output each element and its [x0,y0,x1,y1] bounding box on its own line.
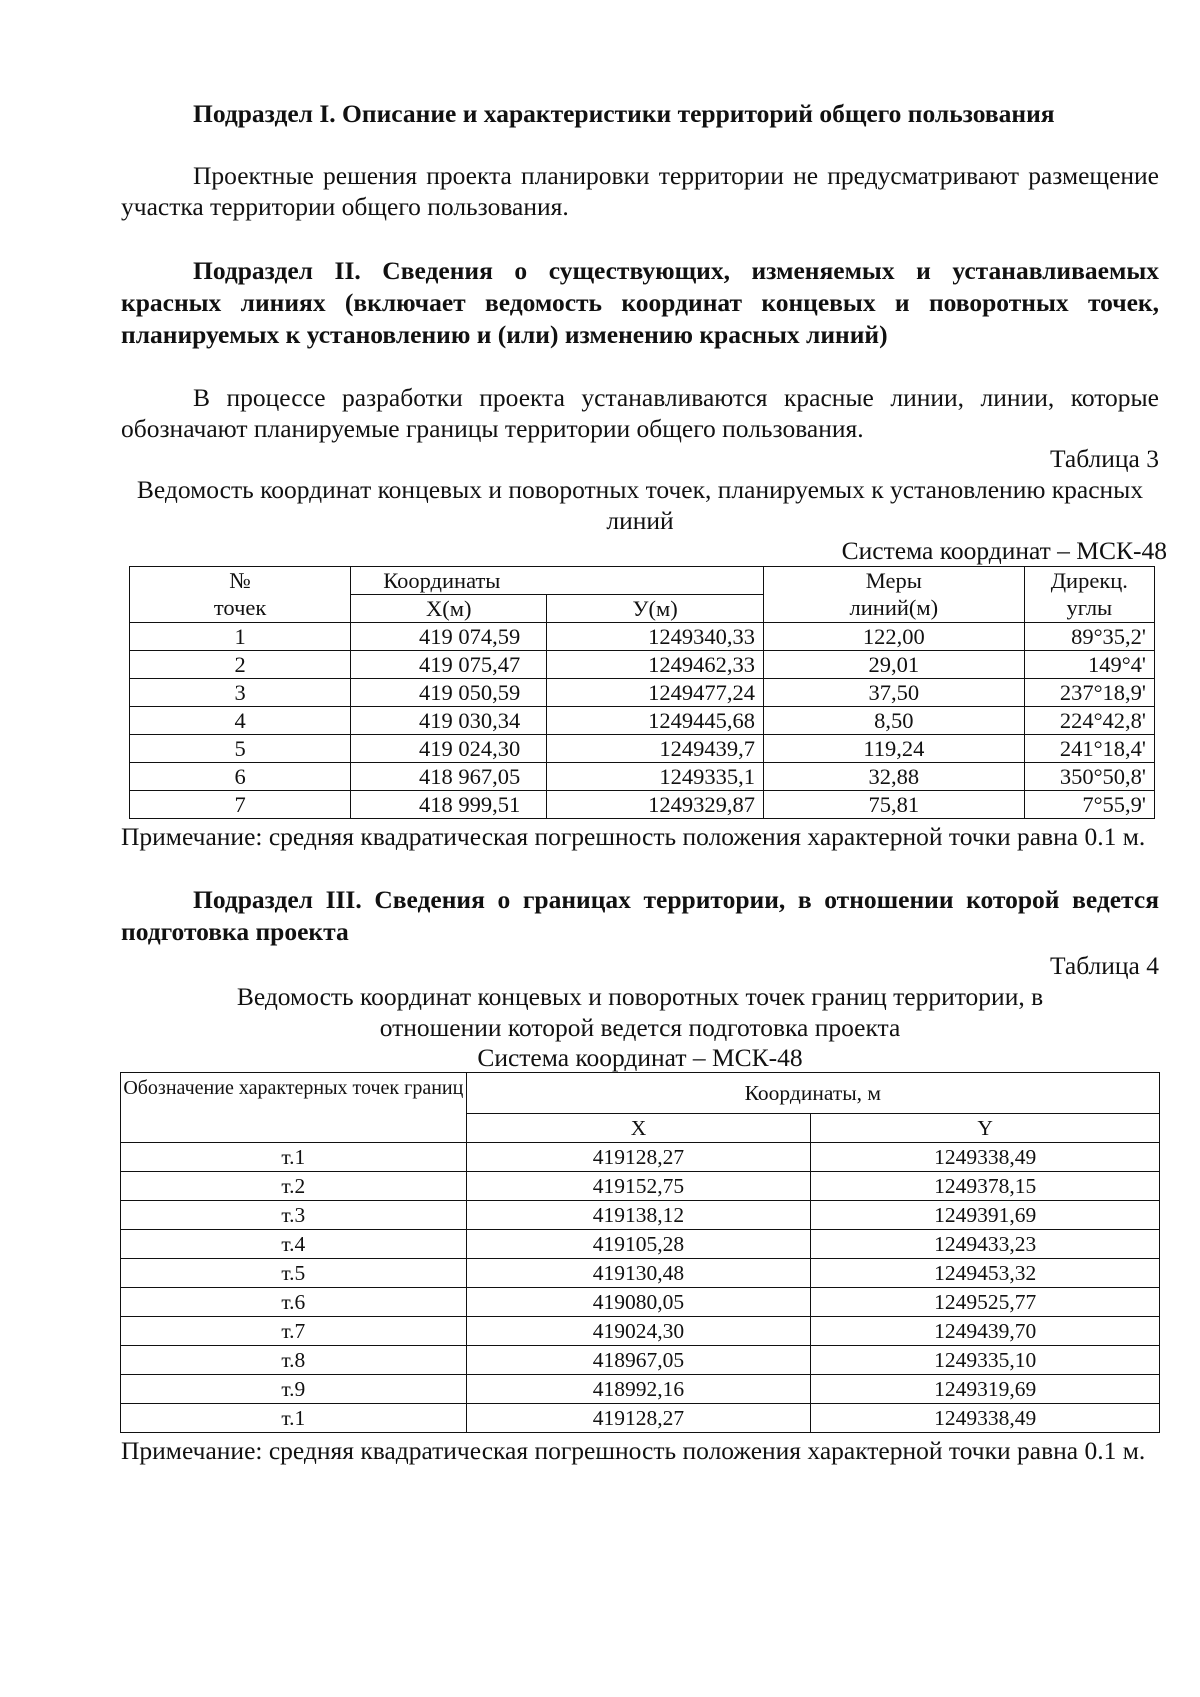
t3-cell-x: 419 024,30 [351,735,547,763]
t3-header-x: Х(м) [351,595,547,623]
t3-row [130,763,1155,791]
t3-cell-n: 7 [130,791,351,819]
t3-cell-y: 1249335,1 [547,763,764,791]
t3-cell-m: 75,81 [764,791,1025,819]
t4-header-x: X [466,1114,811,1143]
t3-cell-n: 3 [130,679,351,707]
t3-header-angles-top: Дирекц. [1024,567,1154,595]
t3-cell-a: 89°35,2' [1024,623,1154,651]
t3-row [130,707,1155,735]
t3-cell-a: 350°50,8' [1024,763,1154,791]
t3-cell-n: 6 [130,763,351,791]
t4-cell-y: 1249525,77 [811,1288,1160,1317]
t4-cell-p: т.1 [121,1143,467,1172]
t3-row [130,623,1155,651]
t4-row [121,1346,1160,1375]
t3-row [130,735,1155,763]
t4-row [121,1143,1160,1172]
t3-cell-x: 419 075,47 [351,651,547,679]
t4-row [121,1259,1160,1288]
t3-cell-n: 4 [130,707,351,735]
table3-coord-system: Система координат – МСК-48 [841,536,1167,565]
t3-header-coords: Координаты [351,567,764,595]
t3-cell-m: 119,24 [764,735,1025,763]
t4-row [121,1288,1160,1317]
table3 [129,566,1155,819]
t3-cell-y: 1249439,7 [547,735,764,763]
t3-cell-n: 5 [130,735,351,763]
t4-cell-p: т.9 [121,1375,467,1404]
t4-cell-p: т.4 [121,1230,467,1259]
t4-cell-y: 1249335,10 [811,1346,1160,1375]
table4-coord-system: Система координат – МСК-48 [477,1043,803,1072]
t4-cell-y: 1249439,70 [811,1317,1160,1346]
t3-row [130,679,1155,707]
t4-cell-p: т.3 [121,1201,467,1230]
t4-cell-p: т.8 [121,1346,467,1375]
t3-cell-x: 419 030,34 [351,707,547,735]
t4-cell-y: 1249338,49 [811,1143,1160,1172]
t4-row [121,1230,1160,1259]
t4-cell-p: т.6 [121,1288,467,1317]
t3-cell-x: 418 967,05 [351,763,547,791]
t4-cell-y: 1249391,69 [811,1201,1160,1230]
t3-cell-m: 122,00 [764,623,1025,651]
t4-cell-y: 1249453,32 [811,1259,1160,1288]
t4-row [121,1317,1160,1346]
table3-label: Таблица 3 [1049,444,1159,473]
t3-row [130,791,1155,819]
t4-header-designation: Обозначение характерных точек границ [121,1073,467,1143]
t4-row [121,1201,1160,1230]
t3-cell-a: 7°55,9' [1024,791,1154,819]
t4-row [121,1404,1160,1433]
t4-cell-x: 419105,28 [466,1230,811,1259]
t3-cell-a: 149°4' [1024,651,1154,679]
t3-header-measures-bottom: линий(м) [764,595,1025,623]
section3-heading: Подраздел III. Сведения о границах территории, в отношении которой ведется подготовка проекта [121,885,1159,946]
table4 [120,1072,1160,1433]
table4-label: Таблица 4 [1049,951,1159,980]
t3-header-angles-bottom: углы [1024,595,1154,623]
t3-cell-y: 1249329,87 [547,791,764,819]
t4-header-coords: Координаты, м [466,1073,1159,1114]
t3-cell-m: 8,50 [764,707,1025,735]
t3-cell-n: 2 [130,651,351,679]
t4-cell-y: 1249319,69 [811,1375,1160,1404]
t3-header-y: У(м) [547,595,764,623]
t4-cell-x: 418992,16 [466,1375,811,1404]
t3-cell-m: 32,88 [764,763,1025,791]
section2-heading: Подраздел II. Сведения о существующих, изменяемых и устанавливаемых красных линиях (включает ведомость координат концевых и поворотных точек, планируемых к установлению и (или) изменению красных линий) [121,256,1159,349]
t4-cell-x: 418967,05 [466,1346,811,1375]
t4-cell-x: 419138,12 [466,1201,811,1230]
t4-cell-x: 419130,48 [466,1259,811,1288]
t4-row [121,1375,1160,1404]
t4-cell-x: 419128,27 [466,1404,811,1433]
t4-row [121,1172,1160,1201]
t3-cell-a: 241°18,4' [1024,735,1154,763]
t4-header-y: Y [811,1114,1160,1143]
section1-paragraph: Проектные решения проекта планировки территории не предусматривают размещение участка территории общего пользования. [121,161,1159,221]
t3-cell-y: 1249445,68 [547,707,764,735]
t4-cell-p: т.1 [121,1404,467,1433]
section1-heading: Подраздел I. Описание и характеристики территорий общего пользования [193,99,1055,128]
t4-cell-x: 419128,27 [466,1143,811,1172]
t4-cell-p: т.2 [121,1172,467,1201]
table3-title: Ведомость координат концевых и поворотных точек, планируемых к установлению красных линий [136,475,1144,535]
t3-cell-m: 29,01 [764,651,1025,679]
t3-cell-a: 237°18,9' [1024,679,1154,707]
t4-cell-y: 1249433,23 [811,1230,1160,1259]
t3-cell-y: 1249462,33 [547,651,764,679]
document-page [121,98,1167,1466]
t3-header-measures-top: Меры [764,567,1025,595]
t4-cell-x: 419080,05 [466,1288,811,1317]
t4-cell-x: 419152,75 [466,1172,811,1201]
t4-cell-p: т.5 [121,1259,467,1288]
t3-cell-a: 224°42,8' [1024,707,1154,735]
t4-cell-y: 1249378,15 [811,1172,1160,1201]
t3-row [130,651,1155,679]
t3-header-num-bottom: точек [130,595,351,623]
table4-title: Ведомость координат концевых и поворотных точек границ территории, в отношении которой ведется подготовка проекта [236,982,1044,1042]
table4-note: Примечание: средняя квадратическая погрешность положения характерной точки равна 0.1 м. [121,1436,1146,1465]
t4-cell-y: 1249338,49 [811,1404,1160,1433]
t3-cell-y: 1249477,24 [547,679,764,707]
t4-cell-x: 419024,30 [466,1317,811,1346]
t3-cell-m: 37,50 [764,679,1025,707]
t3-cell-x: 419 074,59 [351,623,547,651]
section2-paragraph: В процессе разработки проекта устанавливаются красные линии, линии, которые обозначают планируемые границы территории общего пользования. [121,383,1159,443]
t3-cell-n: 1 [130,623,351,651]
t3-cell-x: 418 999,51 [351,791,547,819]
t3-header-num-top: № [130,567,351,595]
table3-note: Примечание: средняя квадратическая погрешность положения характерной точки равна 0.1 м. [121,822,1146,851]
t3-cell-y: 1249340,33 [547,623,764,651]
t4-cell-p: т.7 [121,1317,467,1346]
t3-cell-x: 419 050,59 [351,679,547,707]
